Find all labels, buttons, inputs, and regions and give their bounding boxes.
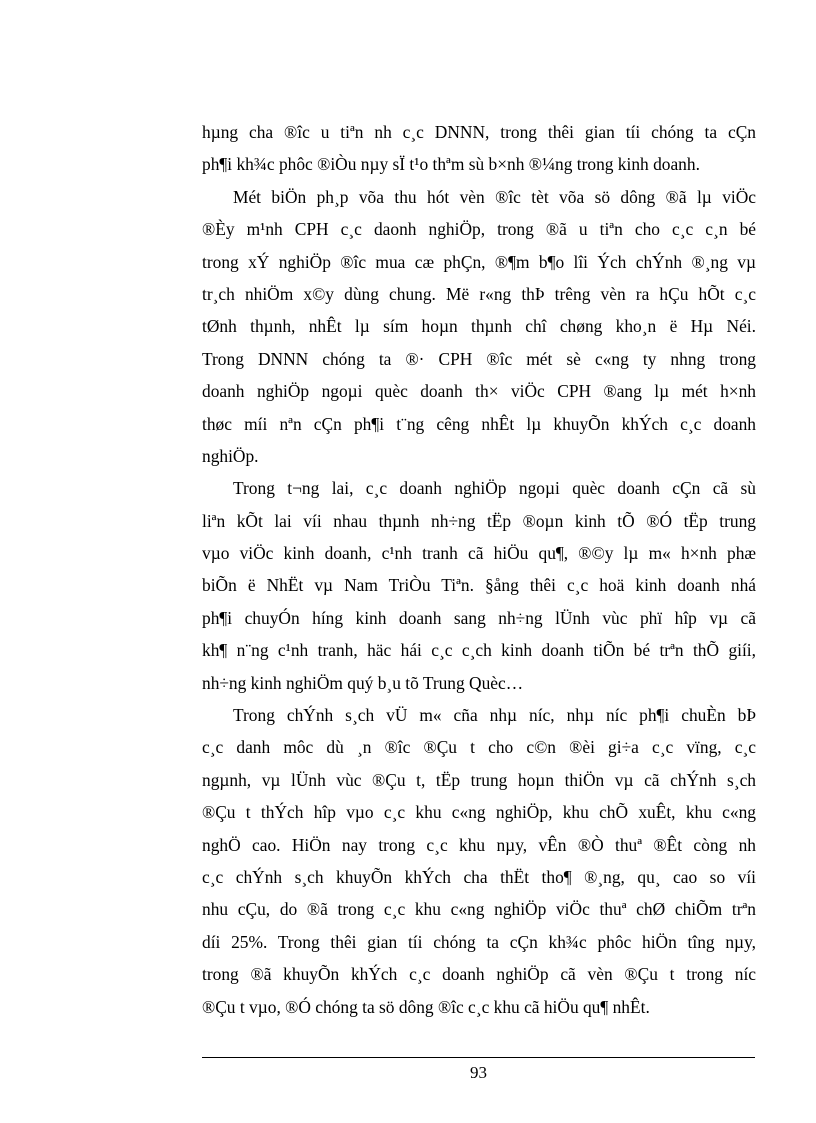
text-line: tr¸ch nhiÖm x©y dùng chung. Më r«ng thÞ trêng vèn ra hÇu hÕt c¸c: [202, 283, 756, 304]
text-line: nhu cÇu, do ®ã trong c¸c khu c«ng nghiÖp viÖc thuª chØ chiÕm trªn: [202, 899, 756, 920]
text-line: nghÖ cao. HiÖn nay trong c¸c khu nµy, vÊn ®Ò thuª ®Êt còng nh: [202, 834, 756, 855]
text-line: nghiÖp.: [202, 445, 259, 466]
text-line: doanh nghiÖp ngoµi quèc doanh th× viÖc CPH ®ang lµ mét h×nh: [202, 381, 756, 402]
text-line: trong ®ã khuyÕn khÝch c¸c doanh nghiÖp cã vèn ®Çu t trong níc: [202, 964, 756, 985]
text-line: liªn kÕt lai víi nhau thµnh nh÷ng tËp ®oµn kinh tÕ ®Ó tËp trung: [202, 510, 756, 531]
body-text: [202, 116, 756, 1023]
text-line: Mét biÖn ph¸p võa thu hót vèn ®îc tèt võa sö dông ®ã lµ viÖc: [233, 186, 756, 207]
text-line: c¸c chÝnh s¸ch khuyÕn khÝch cha thËt tho¶ ®¸ng, qu¸ cao so víi: [202, 866, 756, 887]
text-line: vµo viÖc kinh doanh, c¹nh tranh cã hiÖu qu¶, ®©y lµ m« h×nh phæ: [202, 543, 756, 564]
text-line: trong xÝ nghiÖp ®îc mua cæ phÇn, ®¶m b¶o lîi Ých chÝnh ®¸ng vµ: [202, 251, 756, 272]
text-line: Trong DNNN chóng ta ®· CPH ®îc mét sè c«ng ty nhng trong: [202, 348, 756, 369]
text-line: ngµnh, vµ lÜnh vùc ®Çu t, tËp trung hoµn thiÖn vµ cã chÝnh s¸ch: [202, 769, 756, 790]
text-line: thøc míi nªn cÇn ph¶i t¨ng cêng nhÊt lµ khuyÕn khÝch c¸c doanh: [202, 413, 756, 434]
text-line: díi 25%. Trong thêi gian tíi chóng ta cÇn kh¾c phôc hiÖn tîng nµy,: [202, 931, 756, 952]
text-line: ph¶i chuyÓn híng kinh doanh sang nh÷ng lÜnh vùc phï hîp vµ cã: [202, 607, 756, 628]
page-number: 93: [470, 1063, 487, 1082]
text-line: ®Èy m¹nh CPH c¸c daonh nghiÖp, trong ®ã u tiªn cho c¸c c¸n bé: [202, 219, 756, 240]
text-line: ®Çu t thÝch hîp vµo c¸c khu c«ng nghiÖp, khu chÕ xuÊt, khu c«ng: [202, 802, 756, 823]
text-line: nh÷ng kinh nghiÖm quý b¸u tõ Trung Quèc…: [202, 672, 524, 693]
text-line: tØnh thµnh, nhÊt lµ sím hoµn thµnh chî chøng kho¸n ë Hµ Néi.: [202, 316, 756, 337]
text-line: hµng cha ®îc u tiªn nh c¸c DNNN, trong thêi gian tíi chóng ta cÇn: [202, 122, 756, 142]
text-line: ph¶i kh¾c phôc ®iÒu nµy sÏ t¹o thªm sù b×nh ®¼ng trong kinh doanh.: [202, 154, 700, 175]
text-line: kh¶ n¨ng c¹nh tranh, häc hái c¸c c¸ch kinh doanh tiÕn bé trªn thÕ giíi,: [202, 640, 756, 661]
text-line: biÕn ë NhËt vµ Nam TriÒu Tiªn. §ång thêi c¸c hoä kinh doanh nhá: [202, 575, 756, 596]
text-line: Trong t¬ng lai, c¸c doanh nghiÖp ngoµi quèc doanh cÇn cã sù: [233, 478, 756, 499]
footer-divider: [202, 1057, 755, 1058]
text-line: ®Çu t vµo, ®Ó chóng ta sö dông ®îc c¸c khu cã hiÖu qu¶ nhÊt.: [202, 996, 650, 1017]
text-line: c¸c danh môc dù ¸n ®îc ®Çu t cho c©n ®èi gi÷a c¸c vïng, c¸c: [202, 737, 756, 758]
text-line: Trong chÝnh s¸ch vÜ m« cña nhµ níc, nhµ níc ph¶i chuÈn bÞ: [233, 705, 756, 726]
